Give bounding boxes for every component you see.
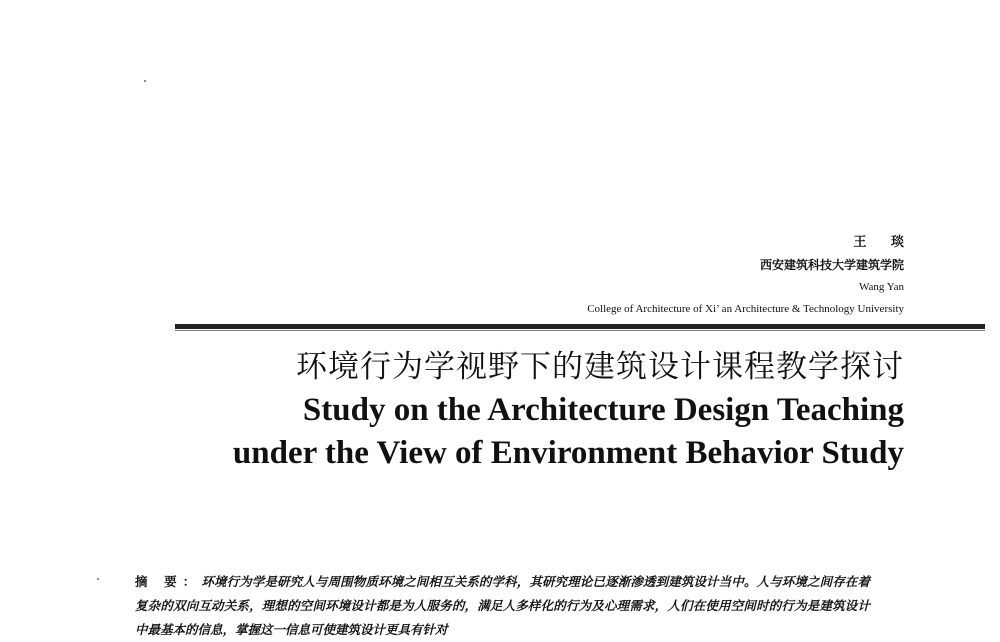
title-en-line1: Study on the Architecture Design Teaching — [302, 392, 904, 428]
title-block — [233, 345, 904, 475]
title-en-line2: under the View of Environment Behavior Study — [232, 435, 904, 471]
abstract — [135, 570, 870, 642]
author-block — [587, 232, 914, 320]
title-rule — [175, 324, 985, 329]
title-cn: 环境行为学视野下的建筑设计课程教学探讨 — [296, 349, 904, 385]
scan-speck — [144, 80, 146, 82]
affiliation-cn: 西安建筑科技大学建筑学院 — [759, 258, 904, 272]
affiliation-en: College of Architecture of Xi’ an Architecture & Technology University — [587, 303, 904, 315]
scan-speck — [97, 578, 99, 580]
author-name-en: Wang Yan — [859, 281, 904, 293]
abstract-label: 摘 要： — [135, 574, 202, 589]
title-rule-thin — [175, 330, 985, 331]
author-name-cn: 王 琰 — [853, 235, 914, 250]
abstract-text: 环境行为学是研究人与周围物质环境之间相互关系的学科，其研究理论已逐渐渗透到建筑设计当中。人与环境之间存在着复杂的双向互动关系，理想的空间环境设计都是为人服务的，满足人多样化的行为及心理需求，人们在使用空间时的行为是建筑设计中最基本的信息，掌握这一信息可使建筑设计更具有针对 — [135, 574, 870, 637]
